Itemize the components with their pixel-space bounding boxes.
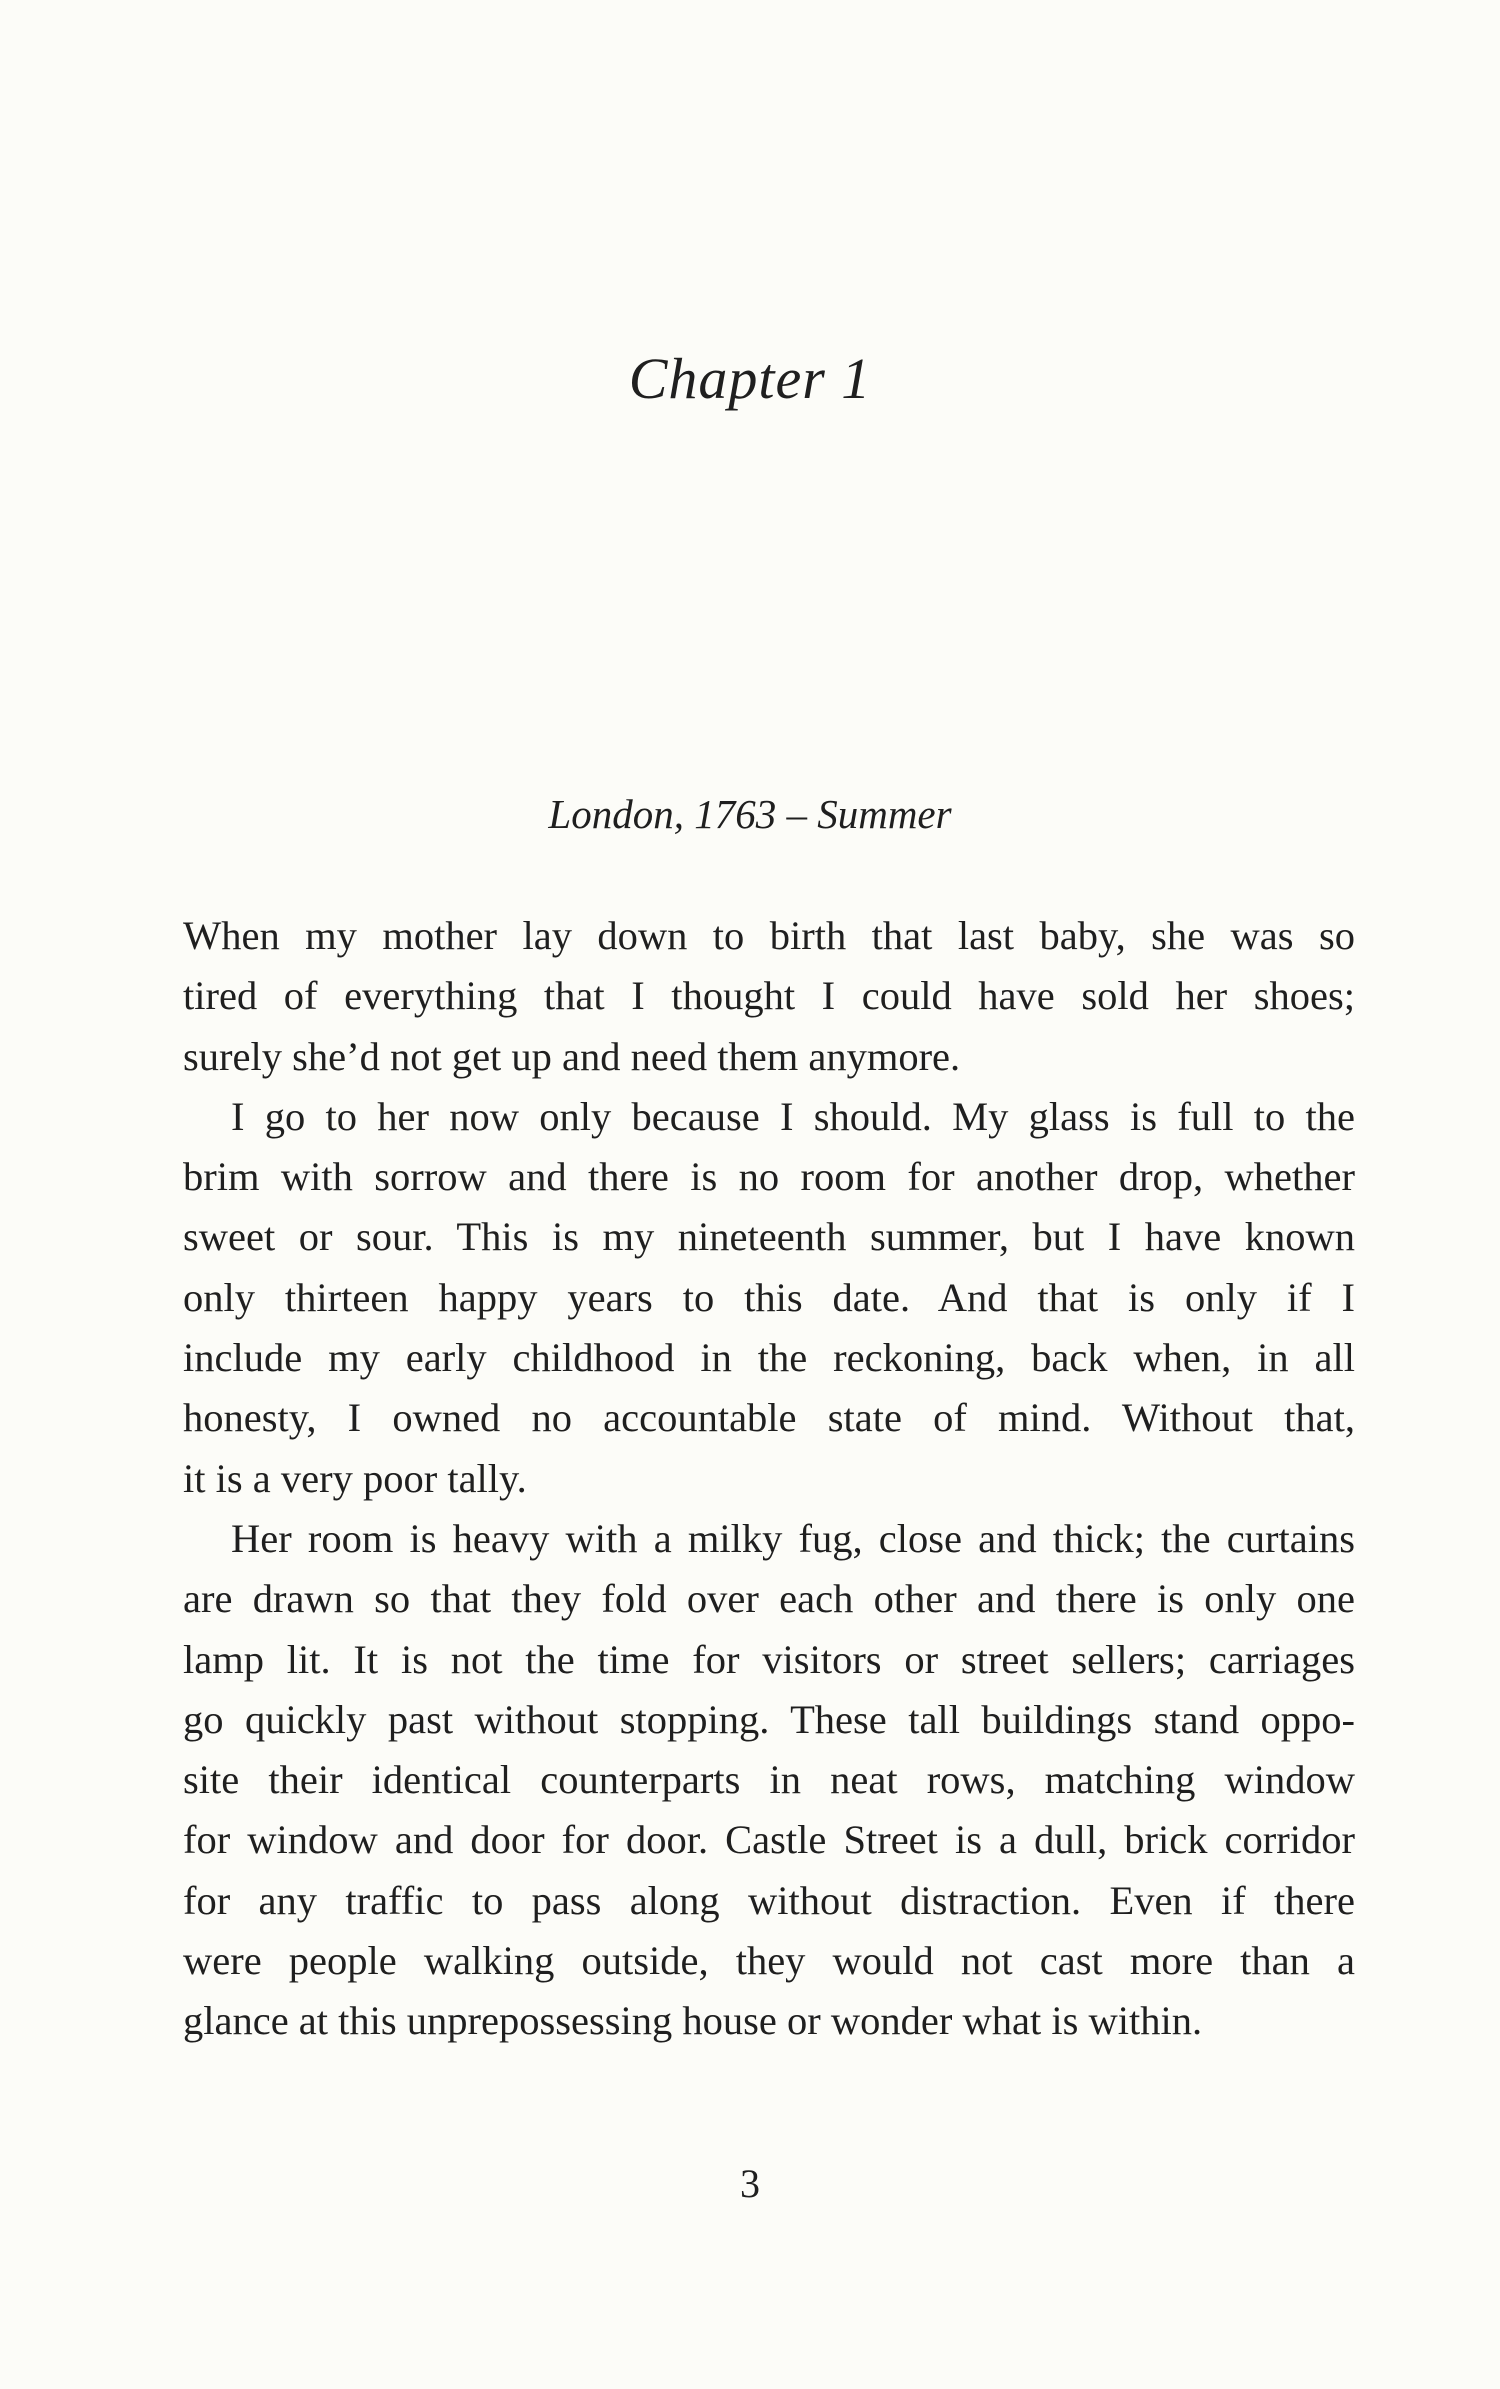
- text-line: honesty, I owned no accountable state of mind. Without that,: [183, 1395, 1355, 1441]
- text-line: lamp lit. It is not the time for visitors or street sellers; carriages: [183, 1636, 1355, 1682]
- text-line: glance at this unprepossessing house or wonder what is within.: [183, 1998, 1203, 2044]
- section-heading: London, 1763 – Summer: [548, 791, 952, 837]
- chapter-title: Chapter 1: [628, 346, 872, 411]
- text-line: were people walking outside, they would not cast more than a: [183, 1938, 1355, 1984]
- text-line: for any traffic to pass along without distraction. Even if there: [183, 1877, 1355, 1923]
- text-line: for window and door for door. Castle Street is a dull, brick corridor: [183, 1817, 1355, 1863]
- text-line: I go to her now only because I should. My glass is full to the: [231, 1093, 1355, 1139]
- text-line: only thirteen happy years to this date. And that is only if I: [183, 1274, 1355, 1320]
- text-line: are drawn so that they fold over each other and there is only one: [183, 1576, 1355, 1622]
- text-line: tired of everything that I thought I could have sold her shoes;: [183, 973, 1355, 1019]
- text-line: brim with sorrow and there is no room for another drop, whether: [183, 1154, 1355, 1200]
- text-line: site their identical counterparts in neat rows, matching window: [183, 1757, 1355, 1803]
- text-line: When my mother lay down to birth that last baby, she was so: [183, 913, 1355, 958]
- text-line: surely she’d not get up and need them anymore.: [183, 1033, 961, 1079]
- text-line: Her room is heavy with a milky fug, close and thick; the curtains: [231, 1515, 1355, 1561]
- body-text: [183, 906, 1355, 2052]
- text-line: go quickly past without stopping. These tall buildings stand oppo-: [183, 1696, 1355, 1742]
- text-line: it is a very poor tally.: [183, 1455, 527, 1501]
- page-number: 3: [740, 2161, 760, 2206]
- text-line: include my early childhood in the reckoning, back when, in all: [183, 1335, 1355, 1381]
- text-line: sweet or sour. This is my nineteenth summer, but I have known: [183, 1214, 1355, 1260]
